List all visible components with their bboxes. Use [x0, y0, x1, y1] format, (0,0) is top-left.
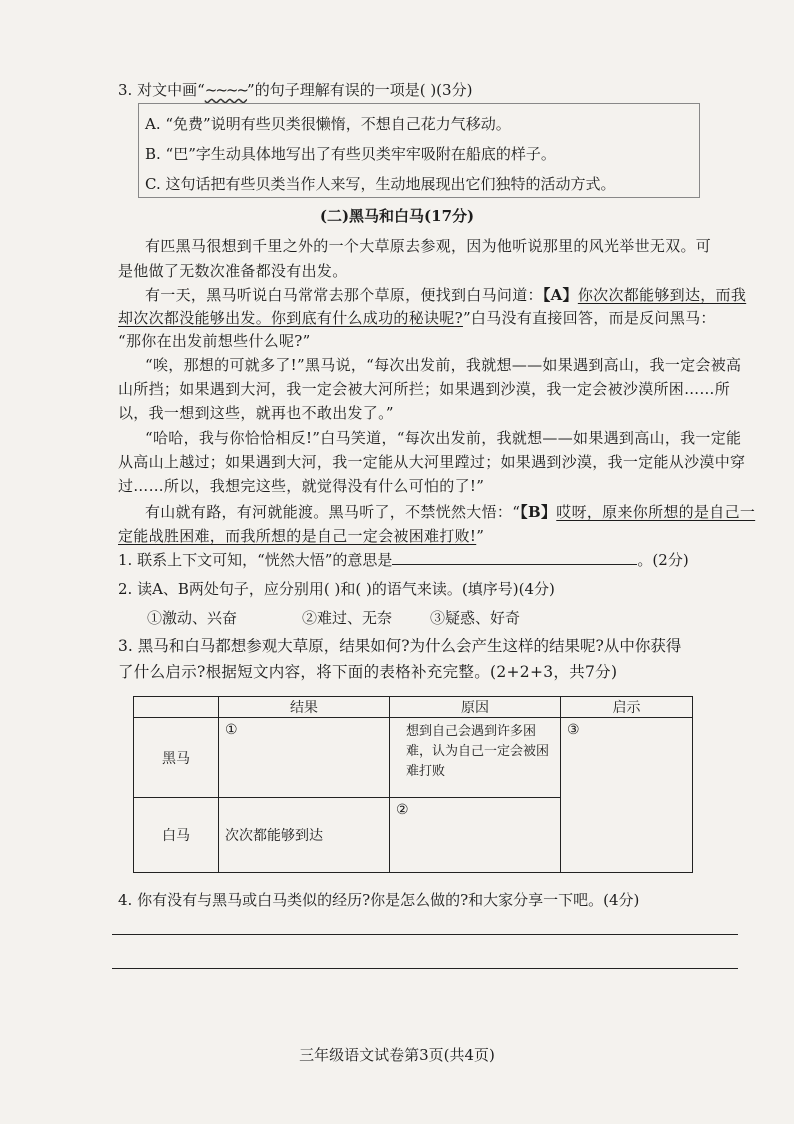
black-cause-cell: [390, 718, 561, 798]
answer-table: [133, 696, 693, 873]
table-row-black-horse: [134, 718, 693, 798]
answer-line-1[interactable]: [112, 934, 738, 935]
black-cause-text: 想到自己会遇到许多困难，认为自己一定会被困难打败: [406, 724, 550, 779]
q2-option-2: ②难过、无奈: [302, 609, 393, 627]
q3-option-c: C. 这句话把有些贝类当作人来写，生动地展现出它们独特的活动方式。: [145, 175, 616, 193]
q3-option-b: B. “巴”字生动具体地写出了有些贝类牢牢吸附在船底的样子。: [145, 145, 556, 163]
passage-p5-line1: 有山就有路，有河就能渡。黑马听了，不禁恍然大悟：“【B】哎呀，原来你所想的是自己一: [145, 503, 756, 521]
q3-option-a: A. “免费”说明有些贝类很懒惰，不想自己花力气移动。: [145, 115, 511, 133]
q2-option-1: ①激动、兴奋: [147, 609, 238, 627]
table-header-result: 结果: [219, 697, 390, 718]
question-1: 1. 联系上下文可知，“恍然大悟”的意思是 。(2分): [118, 551, 689, 569]
passage-p3-line1: “唉，那想的可就多了!”黑马说，“每次出发前，我就想——如果遇到高山，我一定会被高: [145, 356, 742, 374]
passage-p4-line1: “哈哈，我与你恰恰相反!”白马笑道，“每次出发前，我就想——如果遇到高山，我一定能: [145, 429, 742, 447]
mark-a: 【A】: [542, 286, 578, 304]
question-3-line1: 3. 黑马和白马都想参观大草原，结果如何?为什么会产生这样的结果呢?从中你获得: [118, 637, 682, 655]
question-4: 4. 你有没有与黑马或白马类似的经历?你是怎么做的?和大家分享一下吧。(4分): [118, 891, 640, 909]
row-label-black-horse: 黑马: [134, 718, 219, 798]
question-2: 2. 读A、B两处句子，应分别用( )和( )的语气来读。(填序号)(4分): [118, 580, 555, 598]
q3-stem: 3. 对文中画“~~~~”的句子理解有误的一项是( )(3分): [118, 81, 473, 99]
insight-cell[interactable]: [561, 718, 693, 873]
mark-b: 【B】: [520, 503, 557, 521]
passage-p2-line1: 有一天，黑马听说白马常常去那个草原，便找到白马问道：【A】你次次都能够到达，而我: [145, 286, 747, 304]
table-header-cause: 原因: [390, 697, 561, 718]
table-header-row: [134, 697, 693, 718]
answer-blank-q1[interactable]: [392, 550, 637, 565]
black-result-cell[interactable]: [219, 718, 390, 798]
passage-p4-line2: 从高山上越过；如果遇到大河，我一定能从大河里蹚过；如果遇到沙漠，我一定能从沙漠中穿: [118, 453, 746, 471]
page-footer: 三年级语文试卷第3页(共4页): [299, 1046, 495, 1064]
table-header-corner: [134, 697, 219, 718]
row-label-white-horse: 白马: [134, 798, 219, 873]
wavy-underline-mark: ~~~~: [204, 81, 248, 99]
passage-p3-line2: 山所挡；如果遇到大河，我一定会被大河所拦；如果遇到沙漠，我一定会被沙漠所困……所: [118, 380, 731, 398]
q2-option-3: ③疑惑、好奇: [430, 609, 521, 627]
passage-p5-line2: 定能战胜困难，而我所想的是自己一定会被困难打败!”: [118, 527, 485, 545]
answer-line-2[interactable]: [112, 968, 738, 969]
passage-p1-line2: 是他做了无数次准备都没有出发。: [118, 262, 348, 280]
white-cause-number: ②: [396, 802, 409, 818]
section-title: (二)黑马和白马(17分): [319, 207, 475, 225]
passage-p1-line1: 有匹黑马很想到千里之外的一个大草原去参观，因为他听说那里的风光举世无双。可: [145, 237, 712, 255]
table-header-insight: 启示: [561, 697, 693, 718]
black-result-number: ①: [225, 722, 238, 738]
passage-p2-line2: 却次次都没能够出发。你到底有什么成功的秘诀呢?”白马没有直接回答，而是反问黑马：: [118, 309, 716, 327]
white-cause-cell[interactable]: [390, 798, 561, 873]
white-result-cell: 次次都能够到达: [219, 798, 390, 873]
question-3-line2: 了什么启示?根据短文内容，将下面的表格补充完整。(2+2+3，共7分): [118, 663, 618, 681]
passage-p3-line3: 以，我一想到这些，就再也不敢出发了。”: [118, 404, 394, 422]
insight-number: ③: [567, 722, 580, 738]
passage-p4-line3: 过……所以，我想完这些，就觉得没有什么可怕的了!”: [118, 477, 485, 495]
passage-p2-line3: “那你在出发前想些什么呢?”: [118, 332, 311, 350]
